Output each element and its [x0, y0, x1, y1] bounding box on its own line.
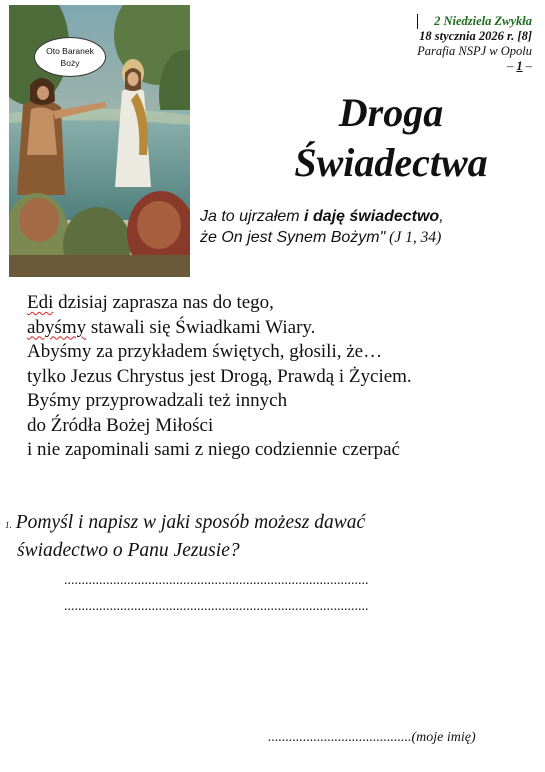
page-suffix: – — [522, 59, 532, 73]
quote-line-2 — [200, 227, 530, 248]
page-title — [262, 88, 520, 188]
task-question — [5, 510, 365, 563]
page-prefix: – — [507, 59, 517, 73]
signature-label: (moje imię) — [411, 730, 476, 745]
page-number-value: 1 — [516, 59, 523, 73]
answer-line-2[interactable]: ....................................................................................... — [64, 599, 369, 614]
signature-line[interactable] — [268, 730, 476, 746]
body-line-2-rest: stawali się Świadkami Wiary. — [86, 316, 316, 338]
body-line-5: Byśmy przyprowadzali też innych — [27, 390, 288, 411]
body-line-1-rest: dzisiaj zaprasza nas do tego, — [53, 292, 274, 313]
title-line-1: Droga — [338, 90, 444, 135]
speech-line-1: Oto Baranek — [46, 46, 94, 56]
quote-line-1 — [200, 206, 530, 227]
task-line-2: świadectwo o Panu Jezusie? — [17, 540, 240, 561]
body-first-word: Edi — [27, 292, 54, 313]
body-line-2 — [27, 316, 412, 341]
speech-bubble — [34, 37, 106, 77]
speech-line-2: Boży — [60, 58, 80, 68]
header-info — [417, 14, 532, 74]
body-line-4: tylko Jezus Chrystus jest Drogą, Prawdą i Życiem. — [27, 365, 412, 387]
signature-dots: ......................................... — [268, 730, 412, 745]
task-number: 1. — [5, 520, 12, 530]
page-number — [417, 59, 532, 74]
scripture-quote — [200, 206, 530, 248]
parish-label: Parafia NSPJ w Opolu — [417, 44, 532, 58]
quote-line-2-text: że On jest Synem Bożym" — [200, 229, 386, 246]
quote-part-1: Ja to ujrzałem — [200, 208, 305, 225]
body-line-1 — [27, 291, 412, 316]
quote-bold: i daję świadectwo — [304, 208, 440, 225]
body-paragraph — [27, 291, 412, 463]
task-line-1: Pomyśl i napisz w jaki sposób możesz dawać — [15, 512, 366, 533]
body-line-6: do Źródła Bożej Miłości — [27, 414, 214, 436]
answer-line-1[interactable]: ....................................................................................... — [64, 573, 369, 588]
quote-part-2: , — [439, 208, 444, 225]
body-line-3: Abyśmy za przykładem świętych, głosili, że… — [27, 341, 383, 362]
quote-source: (J 1, 34) — [385, 229, 442, 246]
sunday-label: 2 Niedziela Zwykła — [417, 14, 532, 29]
title-line-2: Świadectwa — [294, 140, 488, 185]
illustration-baptism — [9, 5, 190, 277]
body-line-7: i nie zapominali sami z niego codziennie czerpać — [27, 439, 400, 460]
body-line-2-first: abyśmy — [27, 316, 87, 338]
date-label: 18 stycznia 2026 r. [8] — [419, 29, 532, 43]
